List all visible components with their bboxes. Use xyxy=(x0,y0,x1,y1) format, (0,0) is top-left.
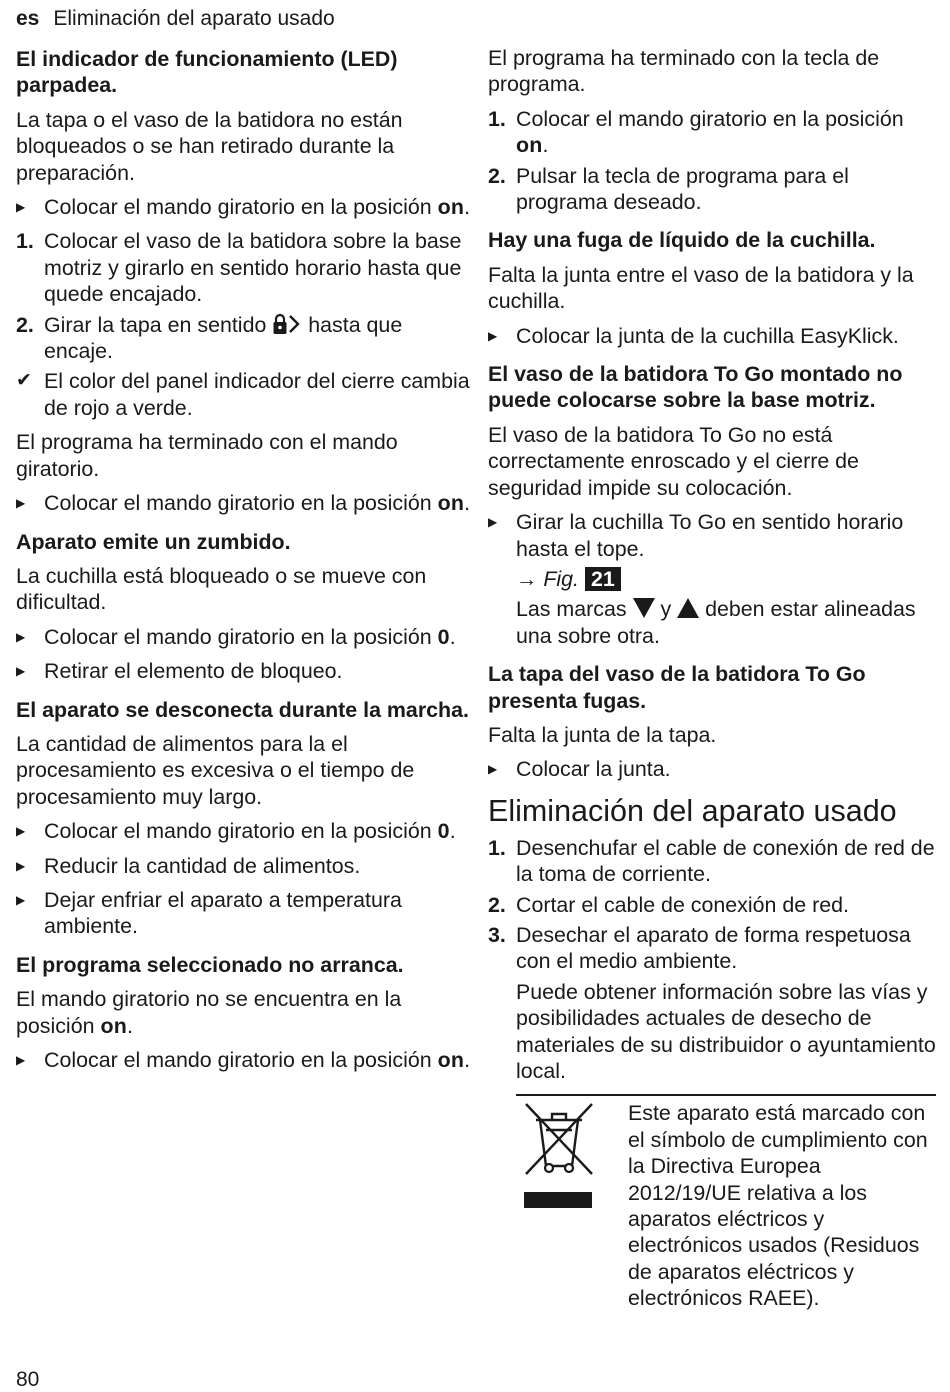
left-column xyxy=(16,46,471,1081)
action-item: ▶ Colocar el mando giratorio en la posición on. xyxy=(16,1048,471,1072)
step-item: 1. Desenchufar el cable de conexión de red de la toma de corriente. xyxy=(488,835,935,887)
position-value: on xyxy=(437,491,465,516)
section-title-disposal: Eliminación del aparato usado xyxy=(488,793,897,828)
heading-program-not-start: El programa seleccionado no arranca. xyxy=(16,952,404,977)
position-value: 0 xyxy=(437,624,450,649)
bullet-triangle-icon: ▶ xyxy=(16,892,26,907)
step-item: 2. Cortar el cable de conexión de red. xyxy=(488,892,849,917)
step-number: 2. xyxy=(488,163,506,188)
action-item: ▶ Retirar el elemento de bloqueo. xyxy=(16,659,343,684)
bullet-triangle-icon: ▶ xyxy=(16,1053,26,1067)
weee-notice xyxy=(516,1094,936,1311)
bullet-triangle-icon: ▶ xyxy=(16,200,26,215)
heading-buzzing: Aparato emite un zumbido. xyxy=(16,529,291,554)
disposal-info: Puede obtener información sobre las vías y posibilidades actuales de desecho de materiales de su distribuidor o ayuntamiento local. xyxy=(516,979,936,1083)
action-item: ▶ Reducir la cantidad de alimentos. xyxy=(16,853,361,878)
bullet-triangle-icon: ▶ xyxy=(488,515,498,530)
action-item: ▶ Colocar la junta. xyxy=(488,757,671,782)
cause-text: Falta la junta entre el vaso de la batidora y la cuchilla. xyxy=(488,262,914,314)
action-item: ▶ Colocar el mando giratorio en la posición 0. xyxy=(16,624,456,649)
heading-lid-leak: La tapa del vaso de la batidora To Go presenta fugas. xyxy=(488,662,866,713)
cause-text: El programa ha terminado con la tecla de programa. xyxy=(488,46,880,97)
cause-text: Falta la junta de la tapa. xyxy=(488,722,717,747)
triangle-down-icon xyxy=(633,598,655,618)
marks-note: Las marcas y deben estar alineadas una sobre otra. xyxy=(516,597,916,648)
cause-text: El vaso de la batidora To Go no está correctamente enroscado y el cierre de seguridad impide su colocación. xyxy=(488,422,859,500)
step-number: 1. xyxy=(488,106,506,131)
right-column xyxy=(488,45,936,1312)
action-item: ▶ Colocar el mando giratorio en la posición on. xyxy=(16,195,471,220)
heading-led-blinks: El indicador de funcionamiento (LED) parpadea. xyxy=(16,47,398,98)
position-value: on xyxy=(100,1013,127,1038)
bullet-triangle-icon: ▶ xyxy=(16,629,26,644)
position-value: on xyxy=(437,1048,465,1072)
figure-number-badge: 21 xyxy=(585,567,621,591)
cause-text: La tapa o el vaso de la batidora no están bloqueados o se han retirado durante la preparación. xyxy=(16,107,403,185)
header-title: Eliminación del aparato usado xyxy=(53,7,335,30)
step-number: 2. xyxy=(16,312,34,337)
heading-togo-cannot-place: El vaso de la batidora To Go montado no puede colocarse sobre la base motriz. xyxy=(488,362,903,413)
action-item: ▶ Colocar el mando giratorio en la posición 0. xyxy=(16,819,456,844)
check-icon: ✔ xyxy=(16,370,32,392)
crossed-bin-icon xyxy=(522,1100,598,1212)
position-value: on xyxy=(516,133,543,158)
weee-text: Este aparato está marcado con el símbolo de cumplimiento con la Directiva Europea 2012/19/UE relativa a los aparatos eléctricos y electrónicos usados (Residuos de aparatos eléctricos y electrónicos RAEE). xyxy=(628,1101,928,1311)
step-item: 2. Girar la tapa en sentido hasta que encaje. xyxy=(16,312,403,364)
page-number: 80 xyxy=(16,1368,40,1391)
triangle-up-icon xyxy=(677,598,699,618)
step-number: 1. xyxy=(16,229,34,254)
step-number: 2. xyxy=(488,892,506,917)
lock-rotate-icon xyxy=(272,313,302,335)
step-number: 3. xyxy=(488,922,506,947)
step-item: 1. Colocar el vaso de la batidora sobre la base motriz y girarlo en sentido horario hasta que quede encajado. xyxy=(16,229,462,307)
step-item: 2. Pulsar la tecla de programa para el programa deseado. xyxy=(488,163,849,215)
heading-blade-leak: Hay una fuga de líquido de la cuchilla. xyxy=(488,228,876,253)
bullet-triangle-icon: ▶ xyxy=(16,664,26,679)
language-code: es xyxy=(16,7,40,30)
cause-text: El mando giratorio no se encuentra en la posición on. xyxy=(16,987,402,1038)
step-item: 3. Desechar el aparato de forma respetuosa con el medio ambiente. xyxy=(488,922,911,974)
position-value: on xyxy=(437,195,465,220)
cause-text: La cantidad de alimentos para la el procesamiento es excesiva o el tiempo de procesamiento muy largo. xyxy=(16,731,415,809)
figure-reference[interactable]: → Fig. 21 xyxy=(488,566,936,592)
result-item: ✔ El color del panel indicador del cierre cambia de rojo a verde. xyxy=(16,369,470,420)
page-header xyxy=(16,6,335,32)
action-item: ▶ Dejar enfriar el aparato a temperatura ambiente. xyxy=(16,887,402,939)
cause-text: La cuchilla está bloqueado o se mueve con dificultad. xyxy=(16,563,427,615)
bullet-triangle-icon: ▶ xyxy=(16,858,26,873)
step-number: 1. xyxy=(488,835,506,860)
step-item: 1. Colocar el mando giratorio en la posición on. xyxy=(488,106,904,158)
cause-text: El programa ha terminado con el mando giratorio. xyxy=(16,430,398,481)
bullet-triangle-icon: ▶ xyxy=(16,824,26,839)
heading-switches-off: El aparato se desconecta durante la marcha. xyxy=(16,697,469,722)
action-item: ▶ Colocar el mando giratorio en la posición on. xyxy=(16,491,471,516)
position-value: 0 xyxy=(437,819,450,844)
action-item: ▶ Girar la cuchilla To Go en sentido horario hasta el tope. xyxy=(488,510,904,561)
bullet-triangle-icon: ▶ xyxy=(488,328,498,343)
bullet-triangle-icon: ▶ xyxy=(16,496,26,511)
action-item: ▶ Colocar la junta de la cuchilla EasyKlick. xyxy=(488,323,899,348)
bullet-triangle-icon: ▶ xyxy=(488,762,498,777)
